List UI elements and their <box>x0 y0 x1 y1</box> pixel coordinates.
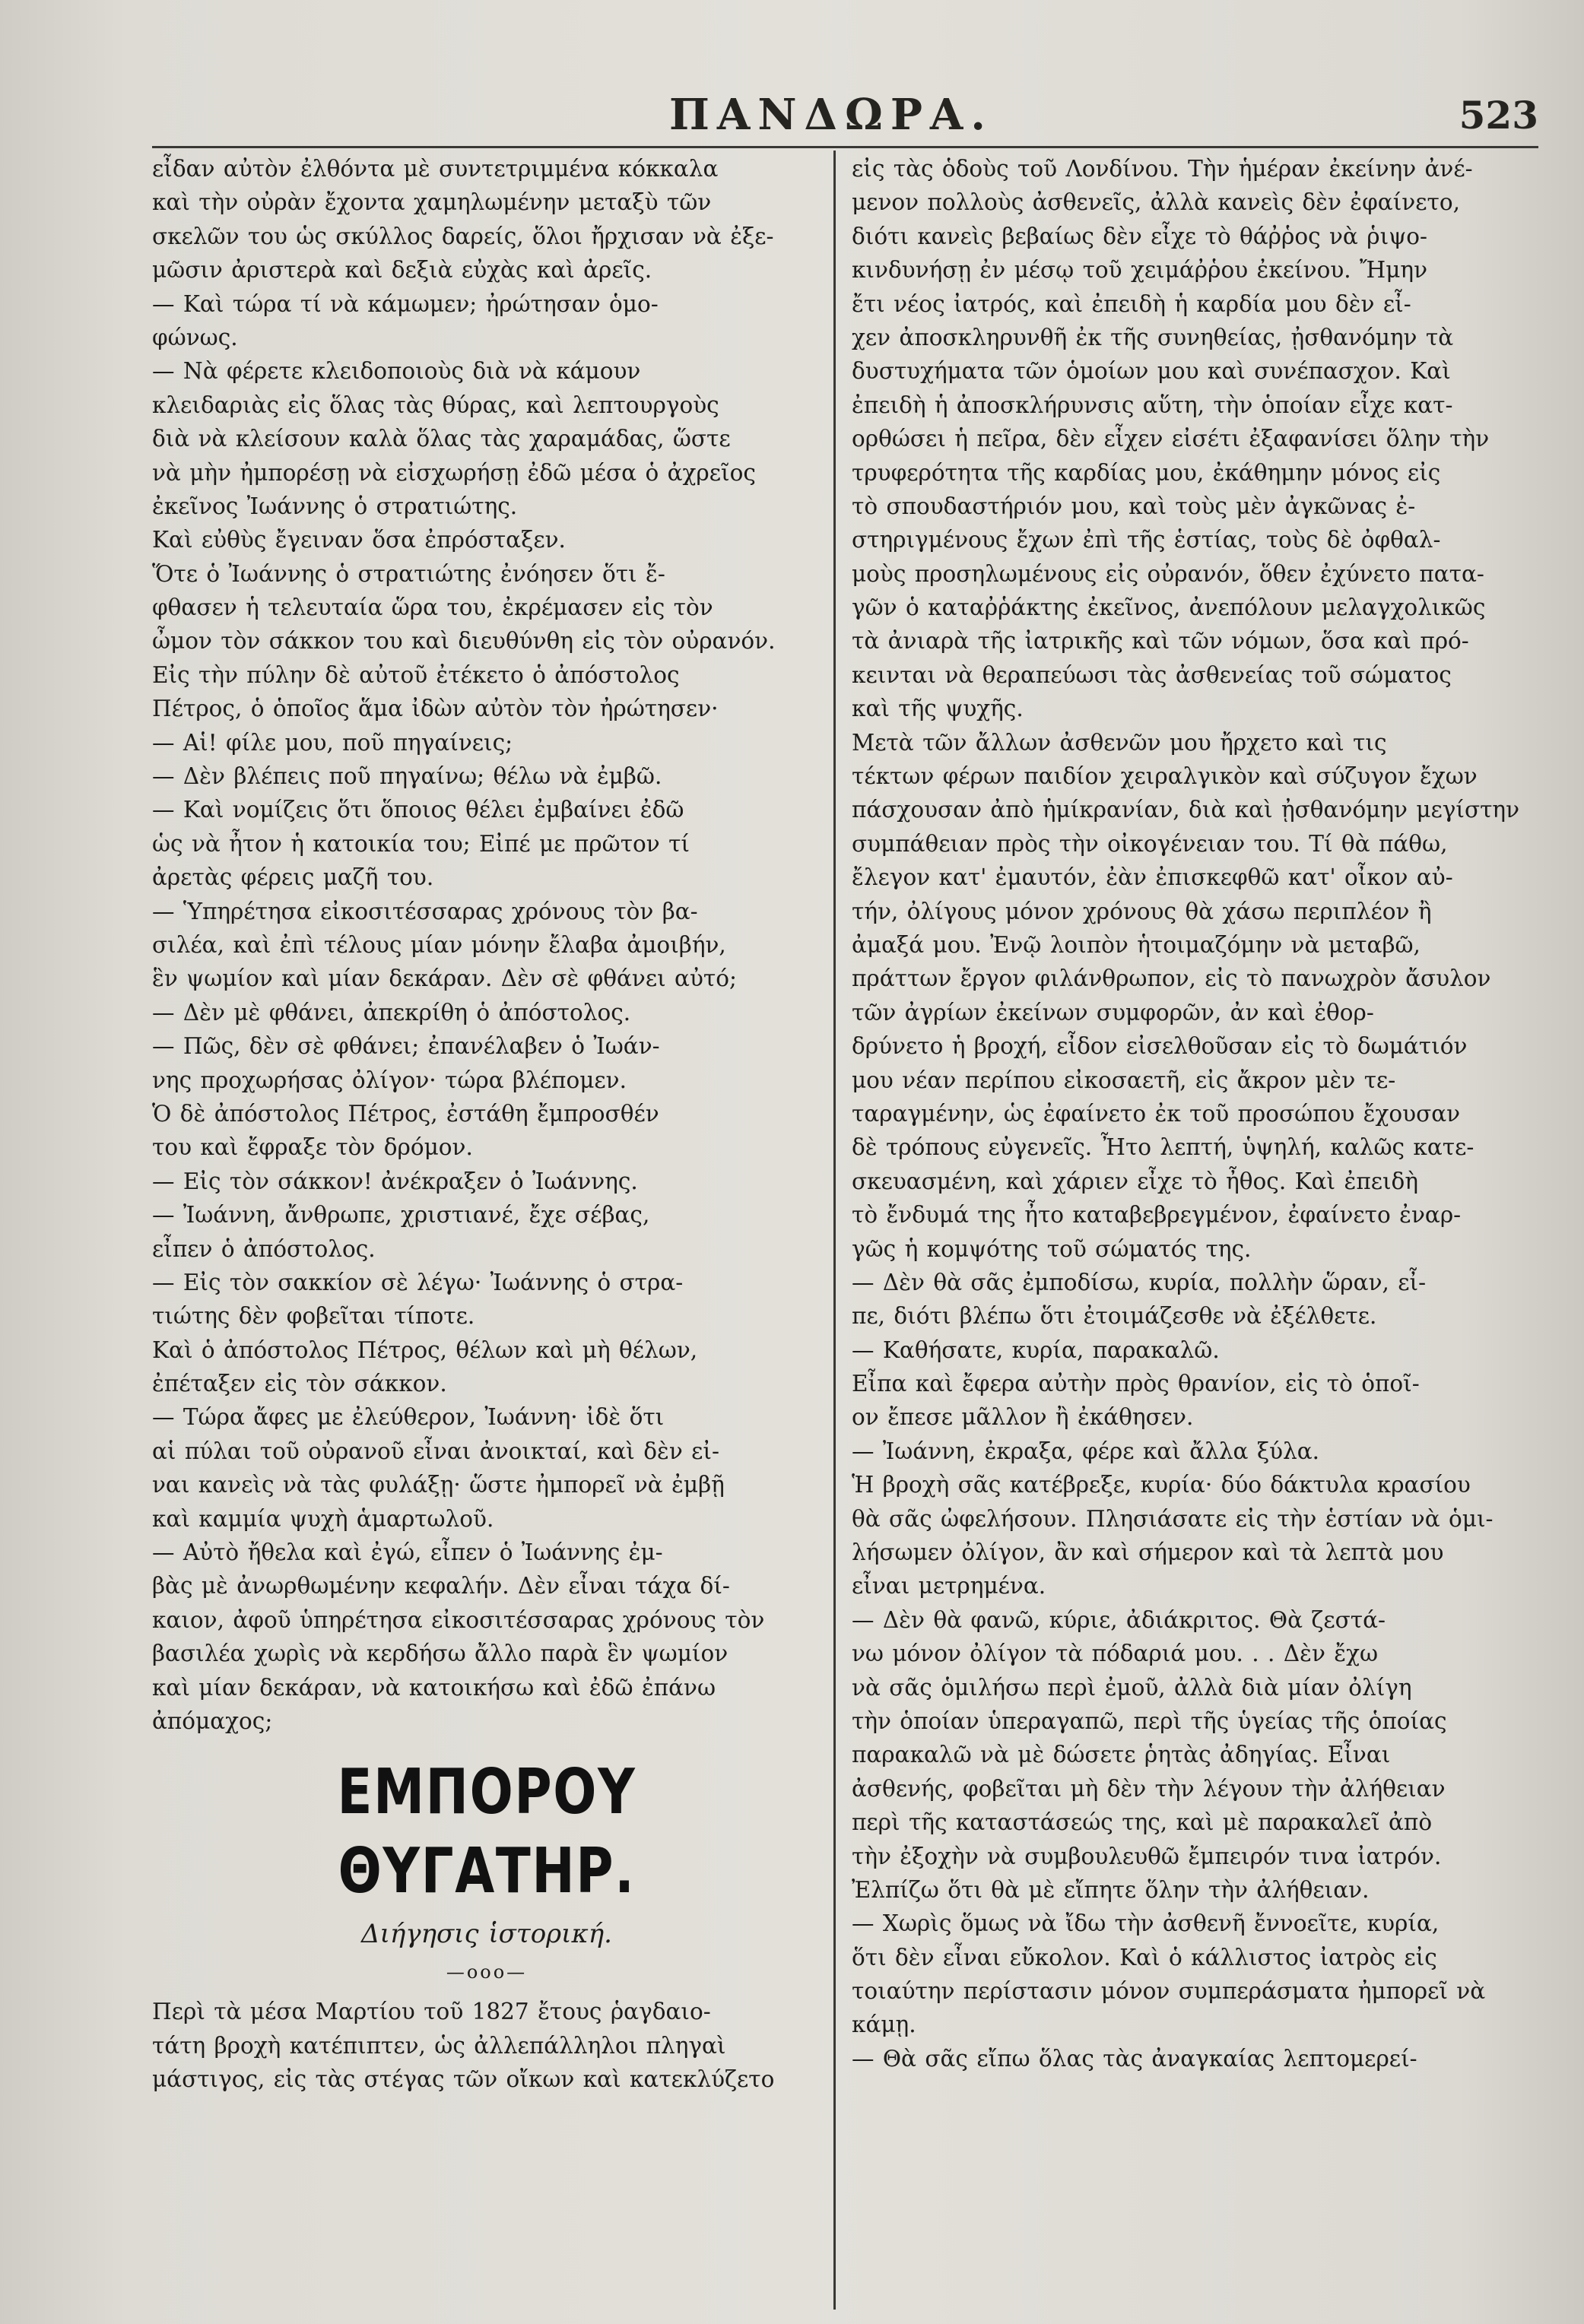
text-line: — Δὲν θὰ φανῶ, κύριε, ἀδιάκριτος. Θὰ ζεστά- <box>852 1606 1386 1633</box>
text-line: Μετὰ τῶν ἄλλων ἀσθενῶν μου ἤρχετο καὶ τις <box>852 729 1387 756</box>
text-line: τιώτης δὲν φοβεῖται τίποτε. <box>152 1303 475 1330</box>
text-line: ἔτι νέος ἰατρός, καὶ ἐπειδὴ ἡ καρδία μου δὲν εἶ- <box>852 290 1411 317</box>
text-line: — Ἰωάννη, ἄνθρωπε, χριστιανέ, ἔχε σέβας, <box>152 1202 650 1229</box>
text-line: — Πῶς, δὲν σὲ φθάνει; ἐπανέλαβεν ὁ Ἰωάν- <box>152 1033 660 1060</box>
text-line: βασιλέα χωρὶς νὰ κερδήσω ἄλλο παρὰ ἓν ψωμίον <box>152 1641 729 1667</box>
text-line: τὴν ὁποίαν ὑπεραγαπῶ, περὶ τῆς ὑγείας τῆς ὁποίας <box>852 1707 1447 1734</box>
text-line: — Καὶ τώρα τί νὰ κάμωμεν; ἠρώτησαν ὁμο- <box>152 290 659 317</box>
text-line: κλειδαριὰς εἰς ὅλας τὰς θύρας, καὶ λεπτουργοὺς <box>152 392 719 418</box>
text-line: καὶ τῆς ψυχῆς. <box>852 696 1024 722</box>
text-line: καιον, ἀφοῦ ὑπηρέτησα εἰκοσιτέσσαρας χρόνους τὸν <box>152 1606 765 1633</box>
text-line: καὶ καμμία ψυχὴ ἁμαρτωλοῦ. <box>152 1505 494 1532</box>
text-line: νὰ μὴν ἠμπορέσῃ νὰ εἰσχωρήσῃ ἐδῶ μέσα ὁ ἀχρεῖος <box>152 459 756 486</box>
text-line: τὸ ἔνδυμά της ἦτο καταβεβρεγμένον, ἐφαίνετο ἐναρ- <box>852 1202 1462 1229</box>
text-line: δὲ τρόπους εὐγενεῖς. Ἦτο λεπτή, ὑψηλή, καλῶς κατε- <box>852 1134 1474 1161</box>
text-line: γῶν ὁ καταῤῥάκτης ἐκεῖνος, ἀνεπόλουν μελαγχολικῶς <box>852 594 1486 621</box>
text-line: πάσχουσαν ἀπὸ ἡμίκρανίαν, διὰ καὶ ᾐσθανόμην μεγίστην <box>852 797 1520 823</box>
text-line: ον ἔπεσε μᾶλλον ἢ ἐκάθησεν. <box>852 1404 1194 1431</box>
text-line: ἀρετὰς φέρεις μαζῆ του. <box>152 864 434 891</box>
text-line: ἐπειδὴ ἡ ἀποσκλήρυνσις αὕτη, τὴν ὁποίαν εἶχε κατ- <box>852 392 1453 418</box>
text-line: — Δὲν μὲ φθάνει, ἀπεκρίθη ὁ ἀπόστολος. <box>152 999 631 1026</box>
text-line: μοὺς προσηλωμένους εἰς οὐρανόν, ὅθεν ἐχύνετο πατα- <box>852 560 1484 587</box>
column-divider <box>833 151 836 2310</box>
text-line: τήν, ὀλίγους μόνον χρόνους θὰ χάσω περιπλέον ἢ <box>852 898 1432 924</box>
text-line: ἔλεγον κατ' ἐμαυτόν, ἐὰν ἐπισκεφθῶ κατ' οἶκον αὐ- <box>852 864 1453 891</box>
text-line: — Νὰ φέρετε κλειδοποιοὺς διὰ νὰ κάμουν <box>152 358 641 385</box>
text-line: Πέτρος, ὁ ὁποῖος ἅμα ἰδὼν αὐτὸν τὸν ἠρώτησεν· <box>152 696 719 722</box>
left-column-text <box>152 152 821 1738</box>
text-line: πράττων ἔργον φιλάνθρωπον, εἰς τὸ πανωχρὸν ἄσυλον <box>852 965 1491 992</box>
text-line: — Εἰς τὸν σακκίον σὲ λέγω· Ἰωάννης ὁ στρα- <box>152 1269 684 1295</box>
text-line: — Εἰς τὸν σάκκον! ἀνέκραξεν ὁ Ἰωάννης. <box>152 1168 638 1194</box>
right-column-text <box>852 152 1536 2075</box>
page-number: 523 <box>1459 93 1538 138</box>
text-line: καὶ μίαν δεκάραν, νὰ κατοικήσω καὶ ἐδῶ ἐπάνω <box>152 1674 716 1701</box>
text-line: παρακαλῶ νὰ μὲ δώσετε ῥητὰς ἀδηγίας. Εἶναι <box>852 1742 1391 1768</box>
text-line: — Τώρα ἄφες με ἐλεύθερον, Ἰωάννη· ἰδὲ ὅτι <box>152 1404 665 1431</box>
text-line: εἰς τὰς ὁδοὺς τοῦ Λονδίνου. Τὴν ἡμέραν ἐκείνην ἀνέ- <box>852 156 1473 182</box>
text-line: δρύνετο ἡ βροχή, εἶδον εἰσελθοῦσαν εἰς τὸ δωμάτιόν <box>852 1033 1468 1060</box>
text-line: καὶ τὴν οὐρὰν ἔχοντα χαμηλωμένην μεταξὺ τῶν <box>152 189 712 216</box>
text-line: — Αὐτὸ ἤθελα καὶ ἐγώ, εἶπεν ὁ Ἰωάννης ἐμ- <box>152 1539 663 1566</box>
text-line: Ὁ δὲ ἀπόστολος Πέτρος, ἐστάθη ἔμπροσθέν <box>152 1100 659 1127</box>
text-line: νω μόνον ὀλίγον τὰ πόδαριά μου. . . Δὲν ἔχω <box>852 1641 1379 1667</box>
text-line: φώνως. <box>152 324 238 350</box>
running-title: ΠΑΝΔΩΡΑ. <box>669 90 993 140</box>
story-title: ΕΜΠΟΡΟΥ ΘΥΓΑΤΗΡ. <box>337 1756 636 1908</box>
text-line: τὴν ἐξοχὴν νὰ συμβουλευθῶ ἔμπειρόν τινα ἰατρόν. <box>852 1843 1442 1869</box>
text-line: διὰ νὰ κλείσουν καλὰ ὅλας τὰς χαραμάδας, ὥστε <box>152 426 731 452</box>
text-line: νὰ σᾶς ὁμιλήσω περὶ ἐμοῦ, ἀλλὰ διὰ μίαν ὀλίγη <box>852 1674 1412 1701</box>
text-line: σιλέα, καὶ ἐπὶ τέλους μίαν μόνην ἔλαβα ἀμοιβήν, <box>152 931 726 958</box>
text-line: σκελῶν του ὡς σκύλλος δαρείς, ὅλοι ἤρχισαν νὰ ἐξε- <box>152 223 774 249</box>
text-line: κάμῃ. <box>852 2012 916 2038</box>
text-line: Ὅτε ὁ Ἰωάννης ὁ στρατιώτης ἐνόησεν ὅτι ἔ- <box>152 560 665 587</box>
text-line: — Χωρὶς ὅμως νὰ ἴδω τὴν ἀσθενῆ ἔννοεῖτε, κυρία, <box>852 1910 1440 1937</box>
text-line: φθασεν ἡ τελευταία ὥρα του, ἐκρέμασεν εἰς τὸν <box>152 594 713 621</box>
text-line: μάστιγος, εἰς τὰς στέγας τῶν οἴκων καὶ κατεκλύζετο <box>152 2066 775 2093</box>
text-line: χεν ἀποσκληρυνθῆ ἐκ τῆς συνηθείας, ᾐσθανόμην τὰ <box>852 324 1454 350</box>
text-line: τὰ ἀνιαρὰ τῆς ἰατρικῆς καὶ τῶν νόμων, ὅσα καὶ πρό- <box>852 628 1469 655</box>
text-line: πε, διότι βλέπω ὅτι ἐτοιμάζεσθε νὰ ἐξέλθετε. <box>852 1303 1377 1330</box>
text-line: τῶν ἀγρίων ἐκείνων συμφορῶν, ἀν καὶ ἐθορ- <box>852 999 1374 1026</box>
text-line: τάτη βροχὴ κατέπιπτεν, ὡς ἀλλεπάλληλοι πληγαὶ <box>152 2032 726 2059</box>
text-line: Καὶ εὐθὺς ἔγειναν ὅσα ἐπρόσταξεν. <box>152 527 566 553</box>
text-line: ἐκεῖνος Ἰωάννης ὁ στρατιώτης. <box>152 493 518 519</box>
text-line: εἶπεν ὁ ἀπόστολος. <box>152 1235 376 1262</box>
text-line: μενον πολλοὺς ἀσθενεῖς, ἀλλὰ κανεὶς δὲν ἐφαίνετο, <box>852 189 1460 216</box>
story-subtitle: Διήγησις ἱστορική. <box>361 1919 612 1950</box>
text-line: ὅτι δὲν εἶναι εὔκολον. Καὶ ὁ κάλλιστος ἰατρὸς εἰς <box>852 1944 1437 1970</box>
text-line: ὡς νὰ ἦτον ἡ κατοικία του; Εἰπέ με πρῶτον τί <box>152 830 690 857</box>
text-line: κεινται νὰ θεραπεύωσι τὰς ἀσθενείας τοῦ σώματος <box>852 661 1452 688</box>
left-column <box>152 152 821 2097</box>
text-line: — Ἰωάννη, ἐκραξα, φέρε καὶ ἄλλα ξύλα. <box>852 1438 1320 1464</box>
text-line: ὦμον τὸν σάκκον του καὶ διευθύνθη εἰς τὸν οὐρανόν. <box>152 628 776 655</box>
text-line: — Αἱ! φίλε μου, ποῦ πηγαίνεις; <box>152 729 513 756</box>
text-line: αἱ πύλαι τοῦ οὐρανοῦ εἶναι ἀνοικταί, καὶ δὲν εἰ- <box>152 1438 719 1464</box>
text-line: μῶσιν ἀριστερὰ καὶ δεξιὰ εὐχὰς καὶ ἀρεῖς. <box>152 257 652 284</box>
text-line: εἶδαν αὐτὸν ἐλθόντα μὲ συντετριμμένα κόκκαλα <box>152 156 719 182</box>
text-line: τέκτων φέρων παιδίον χειραλγικὸν καὶ σύζυγον ἔχων <box>852 763 1478 790</box>
text-line: εἶναι μετρημένα. <box>852 1573 1046 1600</box>
story-opening-text <box>152 1995 821 2096</box>
text-line: Καὶ ὁ ἀπόστολος Πέτρος, θέλων καὶ μὴ θέλων, <box>152 1336 698 1363</box>
text-line: — Δὲν θὰ σᾶς ἐμποδίσω, κυρία, πολλὴν ὥραν, εἶ- <box>852 1269 1427 1295</box>
text-line: περὶ τῆς καταστάσεώς της, καὶ μὲ παρακαλεῖ ἀπὸ <box>852 1809 1433 1836</box>
story-heading <box>152 1753 821 1987</box>
text-line: — Ὑπηρέτησα εἰκοσιτέσσαρας χρόνους τὸν βα- <box>152 898 698 924</box>
page-header <box>152 90 1538 151</box>
text-line: του καὶ ἔφραξε τὸν δρόμον. <box>152 1134 473 1161</box>
text-line: τὸ σπουδαστήριόν μου, καὶ τοὺς μὲν ἀγκῶνας ἐ- <box>852 493 1416 519</box>
text-line: δυστυχήματα τῶν ὁμοίων μου καὶ συνέπασχον. Καὶ <box>852 358 1451 385</box>
text-line: στηριγμένους ἔχων ἐπὶ τῆς ἑστίας, τοὺς δὲ ὀφθαλ- <box>852 527 1441 553</box>
text-line: συμπάθειαν πρὸς τὴν οἰκογένειαν του. Τί θὰ πάθω, <box>852 830 1448 857</box>
text-line: ταραγμένην, ὡς ἐφαίνετο ἐκ τοῦ προσώπου ἔχουσαν <box>852 1100 1461 1127</box>
text-line: ναι κανεὶς νὰ τὰς φυλάξῃ· ὥστε ἠμπορεῖ νὰ ἐμβῇ <box>152 1472 725 1498</box>
text-line: ἀμαξά μου. Ἐνῷ λοιπὸν ἡτοιμαζόμην νὰ μεταβῶ, <box>852 931 1421 958</box>
text-line: ἀπόμαχος; <box>152 1707 273 1734</box>
text-line: ἐπέταξεν εἰς τὸν σάκκον. <box>152 1371 447 1397</box>
text-line: σκευασμένη, καὶ χάριεν εἶχε τὸ ἦθος. Καὶ ἐπειδὴ <box>852 1168 1418 1194</box>
text-line: ἓν ψωμίον καὶ μίαν δεκάραν. Δὲν σὲ φθάνει αὐτό; <box>152 965 737 992</box>
text-line: μου νέαν περίπου εἰκοσαετῆ, εἰς ἄκρον μὲν τε- <box>852 1067 1396 1093</box>
text-line: λήσωμεν ὀλίγον, ἂν καὶ σήμερον καὶ τὰ λεπτὰ μου <box>852 1539 1444 1566</box>
text-line: Εἰς τὴν πύλην δὲ αὐτοῦ ἐτέκετο ὁ ἀπόστολος <box>152 661 680 688</box>
text-line: Εἶπα καὶ ἔφερα αὐτὴν πρὸς θρανίον, εἰς τὸ ὁποῖ- <box>852 1371 1420 1397</box>
text-line: Ἐλπίζω ὅτι θὰ μὲ εἴπητε ὅλην τὴν ἀλήθειαν. <box>852 1876 1370 1903</box>
text-line: τοιαύτην περίστασιν μόνον συμπεράσματα ἠμπορεῖ νὰ <box>852 1978 1486 2005</box>
text-line: ἀσθενής, φοβεῖται μὴ δὲν τὴν λέγουν τὴν ἀλήθειαν <box>852 1775 1446 1802</box>
text-line: Ἡ βροχὴ σᾶς κατέβρεξε, κυρία· δύο δάκτυλα κρασίου <box>852 1472 1471 1498</box>
text-line: θὰ σᾶς ὠφελήσουν. Πλησιάσατε εἰς τὴν ἑστίαν νὰ ὁμι- <box>852 1505 1494 1532</box>
text-line: Περὶ τὰ μέσα Μαρτίου τοῦ 1827 ἔτους ῥαγδαιο- <box>152 1999 711 2025</box>
text-line: — Καθήσατε, κυρία, παρακαλῶ. <box>852 1336 1220 1363</box>
text-line: ορθώσει ἡ πεῖρα, δὲν εἶχεν εἰσέτι ἐξαφανίσει ὅλην τὴν <box>852 426 1490 452</box>
text-line: τρυφερότητα τῆς καρδίας μου, ἐκάθημην μόνος εἰς <box>852 459 1441 486</box>
text-line: βὰς μὲ ἀνωρθωμένην κεφαλήν. Δὲν εἶναι τάχα δί- <box>152 1573 730 1600</box>
text-line: — Καὶ νομίζεις ὅτι ὅποιος θέλει ἐμβαίνει ἐδῶ <box>152 797 684 823</box>
text-line: κινδυνήσῃ ἐν μέσῳ τοῦ χειμάῤῥου ἐκείνου. Ἤμην <box>852 257 1428 284</box>
right-column <box>852 152 1536 2075</box>
text-line: γῶς ἡ κομψότης τοῦ σώματός της. <box>852 1235 1252 1262</box>
text-line: — Θὰ σᾶς εἴπω ὅλας τὰς ἀναγκαίας λεπτομερεί- <box>852 2045 1417 2072</box>
text-line: νης προχωρήσας ὀλίγον· τώρα βλέπομεν. <box>152 1067 627 1093</box>
text-line: — Δὲν βλέπεις ποῦ πηγαίνω; θέλω νὰ ἐμβῶ. <box>152 763 662 790</box>
text-line: διότι κανεὶς βεβαίως δὲν εἶχε τὸ θάῤῥος νὰ ῥιψο- <box>852 223 1428 249</box>
header-rule <box>152 146 1538 148</box>
ornament-divider: —ooo— <box>446 1961 528 1983</box>
